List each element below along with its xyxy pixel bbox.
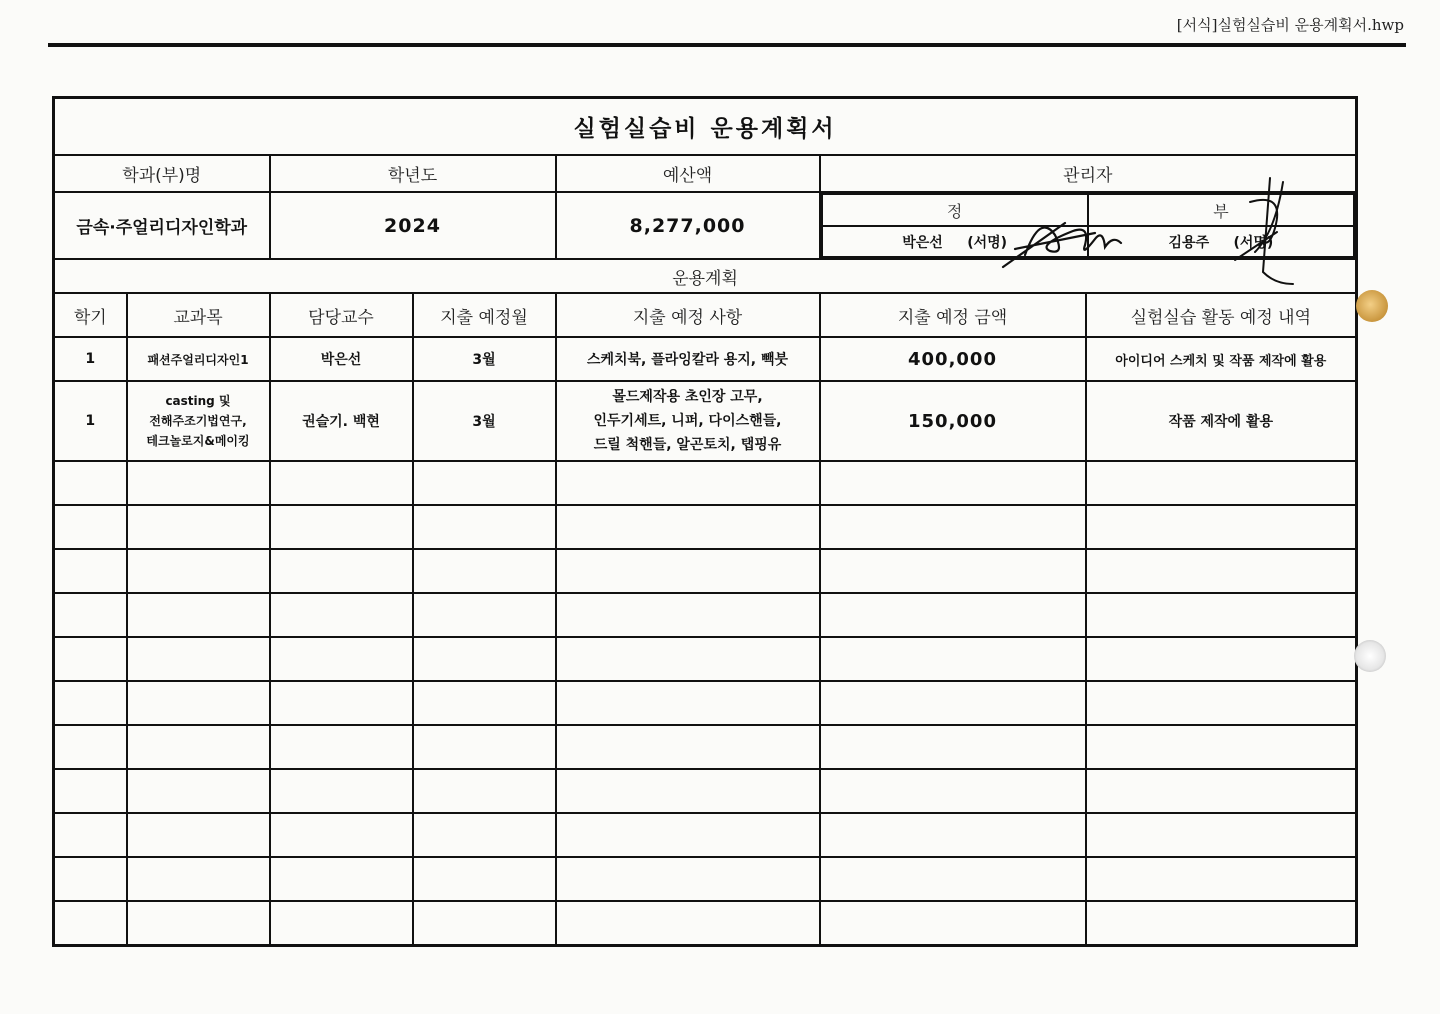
empty-cell	[820, 593, 1086, 637]
empty-cell	[820, 901, 1086, 946]
empty-cell	[556, 901, 820, 946]
empty-cell	[127, 725, 270, 769]
empty-cell	[127, 505, 270, 549]
professor-cell: 박은선	[270, 337, 413, 381]
table-row	[54, 337, 1357, 381]
empty-cell	[556, 593, 820, 637]
empty-cell	[127, 901, 270, 946]
secondary-manager-sign-label: (서명)	[1233, 234, 1274, 251]
empty-cell	[556, 813, 820, 857]
empty-cell	[127, 549, 270, 593]
month-cell: 3월	[413, 381, 556, 461]
course-line: 전해주조기법연구,	[149, 414, 247, 428]
items-line: 몰드제작용 초인장 고무,	[612, 389, 763, 405]
manager-cell	[820, 192, 1357, 259]
budget-value: 8,277,000	[556, 192, 820, 259]
activity-cell: 아이디어 스케치 및 작품 제작에 활용	[1086, 337, 1357, 381]
empty-cell	[413, 769, 556, 813]
empty-cell	[1086, 681, 1357, 725]
empty-row	[54, 901, 1357, 946]
empty-cell	[127, 813, 270, 857]
empty-cell	[270, 725, 413, 769]
items-line: 드릴 척핸들, 알곤토치, 탭핑유	[593, 437, 782, 453]
activity-cell: 작품 제작에 활용	[1086, 381, 1357, 461]
empty-cell	[556, 857, 820, 901]
empty-cell	[1086, 505, 1357, 549]
empty-row	[54, 725, 1357, 769]
col-month: 지출 예정월	[413, 293, 556, 337]
empty-cell	[413, 505, 556, 549]
department-label: 학과(부)명	[54, 155, 270, 192]
binder-hole	[1354, 640, 1386, 672]
amount-cell: 400,000	[820, 337, 1086, 381]
empty-cell	[413, 549, 556, 593]
empty-cell	[127, 681, 270, 725]
empty-cell	[556, 505, 820, 549]
items-line: 인두기세트, 니퍼, 다이스핸들,	[593, 413, 782, 429]
empty-cell	[1086, 857, 1357, 901]
empty-cell	[54, 769, 127, 813]
empty-cell	[127, 769, 270, 813]
empty-cell	[820, 637, 1086, 681]
empty-cell	[820, 857, 1086, 901]
primary-manager-label: 정	[822, 194, 1088, 226]
binder-hole	[1356, 290, 1388, 322]
empty-cell	[270, 549, 413, 593]
empty-cell	[1086, 593, 1357, 637]
empty-cell	[54, 461, 127, 505]
year-label: 학년도	[270, 155, 556, 192]
empty-cell	[413, 681, 556, 725]
empty-cell	[413, 725, 556, 769]
budget-label: 예산액	[556, 155, 820, 192]
empty-cell	[820, 461, 1086, 505]
empty-cell	[820, 505, 1086, 549]
form-title: 실험실습비 운용계획서	[54, 98, 1357, 156]
empty-cell	[270, 637, 413, 681]
empty-cell	[54, 681, 127, 725]
empty-cell	[820, 813, 1086, 857]
manager-label: 관리자	[820, 155, 1357, 192]
empty-row	[54, 637, 1357, 681]
semester-cell: 1	[54, 381, 127, 461]
secondary-manager-name: 김용주	[1168, 234, 1210, 251]
empty-cell	[556, 637, 820, 681]
empty-cell	[820, 769, 1086, 813]
empty-cell	[413, 461, 556, 505]
empty-rows	[54, 461, 1357, 946]
empty-cell	[54, 549, 127, 593]
course-cell: 패션주얼리디자인1	[127, 337, 270, 381]
course-line: casting 및	[165, 394, 231, 408]
col-course: 교과목	[127, 293, 270, 337]
empty-cell	[820, 681, 1086, 725]
empty-cell	[270, 901, 413, 946]
empty-cell	[127, 461, 270, 505]
empty-cell	[1086, 461, 1357, 505]
col-activity: 실험실습 활동 예정 내역	[1086, 293, 1357, 337]
empty-cell	[127, 637, 270, 681]
primary-manager-name: 박은선	[902, 234, 943, 251]
col-semester: 학기	[54, 293, 127, 337]
items-cell: 스케치북, 플라잉칼라 용지, 빽붓	[556, 337, 820, 381]
col-amount: 지출 예정 금액	[820, 293, 1086, 337]
col-professor: 담당교수	[270, 293, 413, 337]
empty-cell	[54, 637, 127, 681]
file-name: [서식]실험실습비 운용계획서.hwp	[1176, 16, 1404, 34]
manager-table	[821, 193, 1356, 258]
empty-cell	[1086, 813, 1357, 857]
empty-cell	[270, 593, 413, 637]
empty-cell	[270, 813, 413, 857]
empty-row	[54, 505, 1357, 549]
empty-cell	[1086, 725, 1357, 769]
professor-cell: 권슬기. 백현	[270, 381, 413, 461]
empty-cell	[1086, 901, 1357, 946]
budget-plan-form	[52, 96, 1358, 947]
empty-cell	[556, 725, 820, 769]
empty-cell	[820, 549, 1086, 593]
empty-row	[54, 681, 1357, 725]
empty-cell	[556, 549, 820, 593]
empty-cell	[1086, 637, 1357, 681]
empty-cell	[413, 637, 556, 681]
empty-cell	[270, 505, 413, 549]
empty-cell	[54, 505, 127, 549]
empty-cell	[556, 681, 820, 725]
empty-cell	[54, 813, 127, 857]
month-cell: 3월	[413, 337, 556, 381]
empty-cell	[54, 901, 127, 946]
empty-cell	[54, 593, 127, 637]
empty-cell	[820, 725, 1086, 769]
empty-row	[54, 813, 1357, 857]
empty-cell	[556, 769, 820, 813]
empty-row	[54, 461, 1357, 505]
table-row	[54, 381, 1357, 461]
plan-heading: 운용계획	[54, 259, 1357, 293]
empty-cell	[270, 769, 413, 813]
empty-row	[54, 593, 1357, 637]
empty-cell	[270, 857, 413, 901]
empty-cell	[556, 461, 820, 505]
empty-cell	[1086, 769, 1357, 813]
empty-row	[54, 857, 1357, 901]
course-line: 테크놀로지&메이킹	[146, 434, 250, 448]
empty-cell	[127, 593, 270, 637]
empty-cell	[413, 857, 556, 901]
items-cell	[556, 381, 820, 461]
primary-manager-sign-label: (서명)	[967, 234, 1008, 251]
empty-cell	[54, 857, 127, 901]
empty-cell	[1086, 549, 1357, 593]
department-value: 금속·주얼리디자인학과	[54, 192, 270, 259]
empty-cell	[413, 901, 556, 946]
empty-cell	[413, 813, 556, 857]
primary-manager	[822, 226, 1088, 257]
empty-row	[54, 549, 1357, 593]
semester-cell: 1	[54, 337, 127, 381]
col-items: 지출 예정 사항	[556, 293, 820, 337]
course-cell	[127, 381, 270, 461]
empty-cell	[54, 725, 127, 769]
year-value: 2024	[270, 192, 556, 259]
empty-row	[54, 769, 1357, 813]
amount-cell: 150,000	[820, 381, 1086, 461]
empty-cell	[127, 857, 270, 901]
secondary-manager-label: 부	[1088, 194, 1354, 226]
secondary-manager	[1088, 226, 1354, 257]
empty-cell	[270, 461, 413, 505]
header-rule	[48, 43, 1406, 47]
empty-cell	[270, 681, 413, 725]
empty-cell	[413, 593, 556, 637]
